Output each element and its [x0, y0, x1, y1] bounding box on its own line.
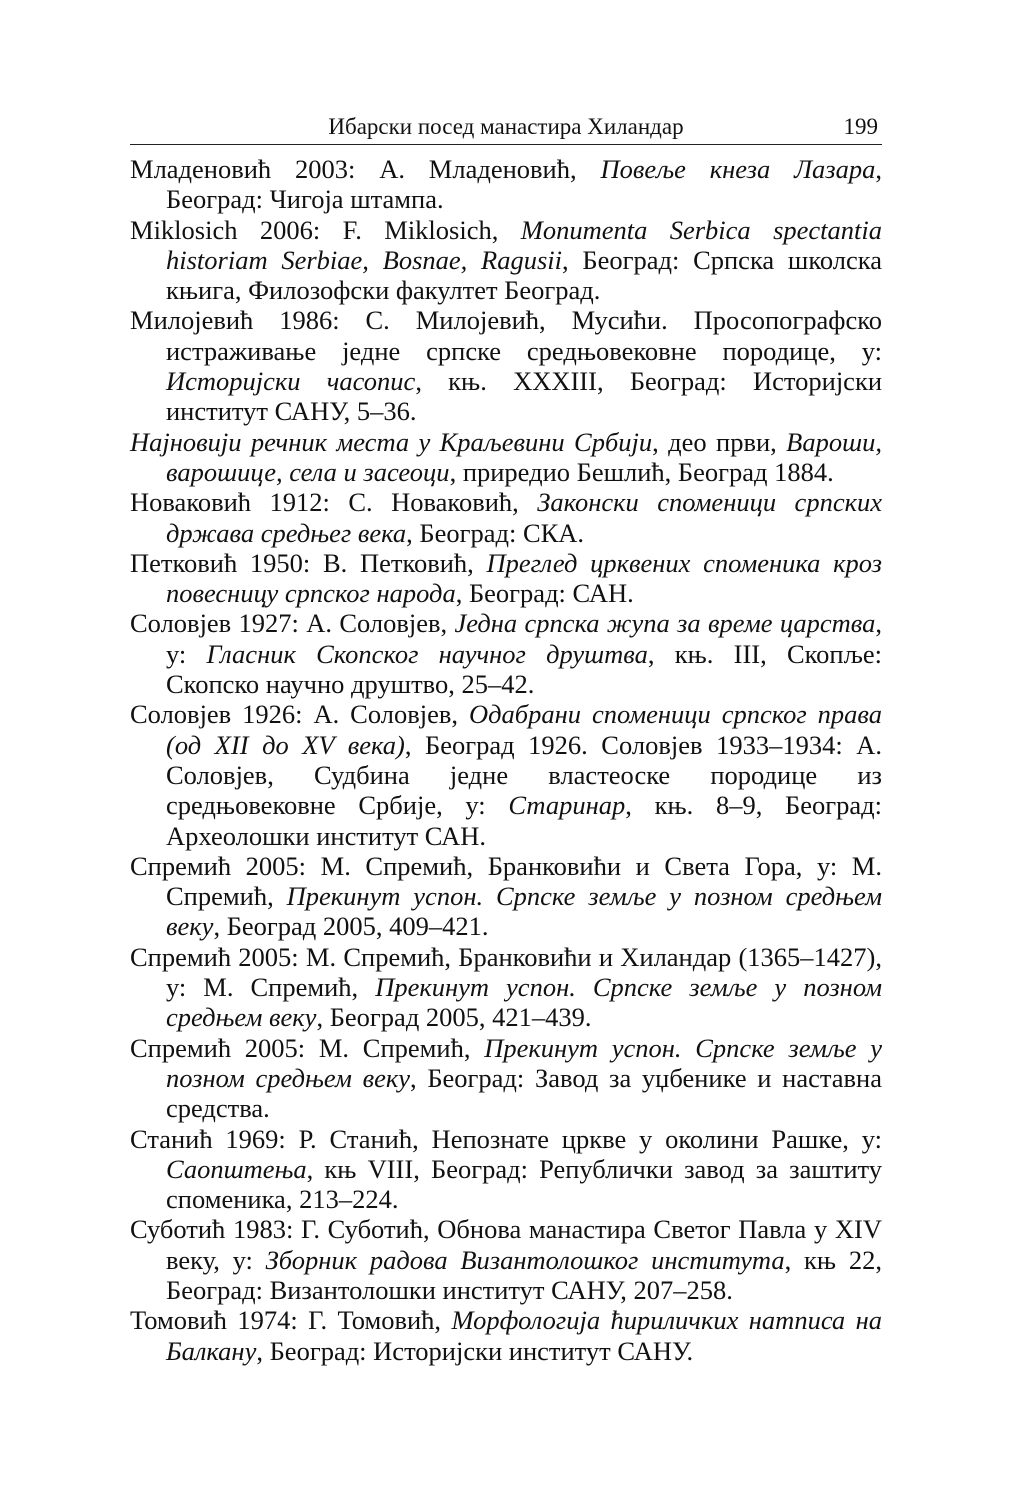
bibliography-entry [130, 154, 882, 215]
entry-title-italic: Саопштења [166, 1153, 307, 1184]
entry-title-italic: Законски споменици српских држава средњег века [166, 487, 882, 548]
entry-text: , Београд 2005, 409–421. [213, 911, 489, 942]
entry-text: , Београд 2005, 421–439. [316, 1002, 592, 1033]
entry-text: , у: [166, 608, 882, 669]
entry-title-italic: Историјски часопис [166, 366, 416, 397]
entry-text: Станић 1969: Р. Станић, Непознате цркве у околини Рашке, у: [130, 1123, 882, 1154]
entry-text: , књ. XXXIII, Београд: Историјски институт САНУ, 5–36. [166, 366, 882, 427]
bibliography-entry [130, 305, 882, 426]
bibliography-entry [130, 1305, 882, 1366]
entry-text: Соловјев 1926: А. Соловјев, [130, 699, 469, 730]
entry-text: Суботић 1983: Г. Суботић, Обнова манастира Светог Павла у XIV веку, у: [130, 1214, 882, 1275]
entry-text: Спремић 2005: М. Спремић, Бранковићи и Света Гора, у: М. Спремић, [130, 850, 882, 912]
entry-text: , Београд: САН. [455, 578, 634, 609]
entry-title-italic: Гласник Скопског научног друштва [206, 638, 648, 669]
entry-text: , Београд: Завод за уџбенике и наставна средства. [166, 1062, 882, 1124]
entry-text: , књ VIII, Београд: Републички завод за заштиту споменика, 213–224. [166, 1153, 882, 1215]
bibliography-list [130, 154, 882, 1366]
entry-title-italic: Прекинут успон. Српске земље у позном средњем веку [166, 881, 882, 942]
bibliography-entry [130, 427, 882, 488]
bibliography-entry [130, 851, 882, 942]
entry-title-italic: Прекинут успон. Српске земље у позном средњем веку [166, 972, 882, 1033]
entry-text: Новаковић 1912: С. Новаковић, [130, 487, 538, 518]
entry-text: , књ. III, Скопље: Скопско научно друштво, 25–42. [166, 638, 882, 700]
entry-text: , приредио Бешлић, Београд 1884. [449, 456, 834, 487]
bibliography-entry [130, 608, 882, 699]
entry-text: , Београд: Српска школска књига, Филозофски факултет Београд. [166, 244, 882, 306]
entry-title-italic: Морфологија ћириличких натписа на Балкану [166, 1305, 882, 1366]
entry-text: Соловјев 1927: А. Соловјев, [130, 608, 455, 639]
running-header [130, 112, 882, 145]
bibliography-entry [130, 699, 882, 850]
bibliography-entry [130, 1124, 882, 1215]
bibliography-entry [130, 1214, 882, 1305]
entry-text: Miklosich 2006: F. Miklosich, [130, 214, 521, 245]
entry-text: Милојевић 1986: С. Милојевић, Мусићи. Просопографско истраживање једне српске средњовековне породице, у: [130, 305, 882, 366]
entry-text: Спремић 2005: М. Спремић, Бранковићи и Хиландар (1365–1427), у: М. Спремић, [130, 941, 882, 1003]
bibliography-entry [130, 487, 882, 548]
page-number: 199 [843, 114, 878, 139]
entry-title-italic: Повеље кнеза Лазара [600, 154, 876, 184]
entry-title-italic: Прекинут успон. Српске земље у позном средњем веку [166, 1032, 882, 1093]
entry-text: , Београд: СКА. [406, 517, 585, 548]
entry-text: , Београд: Историјски институт САНУ. [256, 1335, 694, 1366]
entry-title-italic: Најновији речник места у Краљевини Србији [130, 426, 653, 457]
entry-title-italic: Зборник радова Византолошког института [265, 1244, 785, 1275]
entry-title-italic: Једна српска жупа за време царства [454, 608, 876, 639]
entry-text: , књ. 8–9, Београд: Археолошки институт САН. [166, 790, 883, 851]
entry-title-italic: Вароши, варошице, села и засеоци [166, 426, 882, 487]
entry-text: Томовић 1974: Г. Томовић, [130, 1305, 452, 1336]
entry-title-italic: Одабрани споменици српског права (од XII до XV века) [166, 699, 882, 760]
entry-text: , Београд 1926. Соловјев 1933–1934: А. Соловјев, Судбина једне властеоске породице из средњовековне Србије, у: [166, 729, 882, 821]
bibliography-entry [130, 548, 882, 609]
entry-title-italic: Преглед црквених споменика кроз повесницу српског народа [166, 547, 882, 609]
bibliography-entry [130, 215, 882, 306]
entry-title-italic: Monumenta Serbica spectantia historiam Serbiae, Bosnae, Ragusii [166, 214, 882, 275]
entry-text: , Београд: Чигоја штампа. [166, 154, 882, 215]
entry-text: , књ 22, Београд: Византолошки институт САНУ, 207–258. [166, 1244, 882, 1305]
bibliography-entry [130, 1033, 882, 1124]
bibliography-entry [130, 942, 882, 1033]
running-title: Ибарски посед манастира Хиландар [328, 114, 684, 139]
entry-text: Спремић 2005: М. Спремић, [130, 1032, 485, 1063]
entry-text: , део први, [652, 426, 787, 457]
entry-text: Петковић 1950: В. Петковић, [130, 547, 487, 578]
entry-title-italic: Старинар [508, 790, 626, 821]
entry-text: Младеновић 2003: А. Младеновић, [130, 154, 601, 184]
